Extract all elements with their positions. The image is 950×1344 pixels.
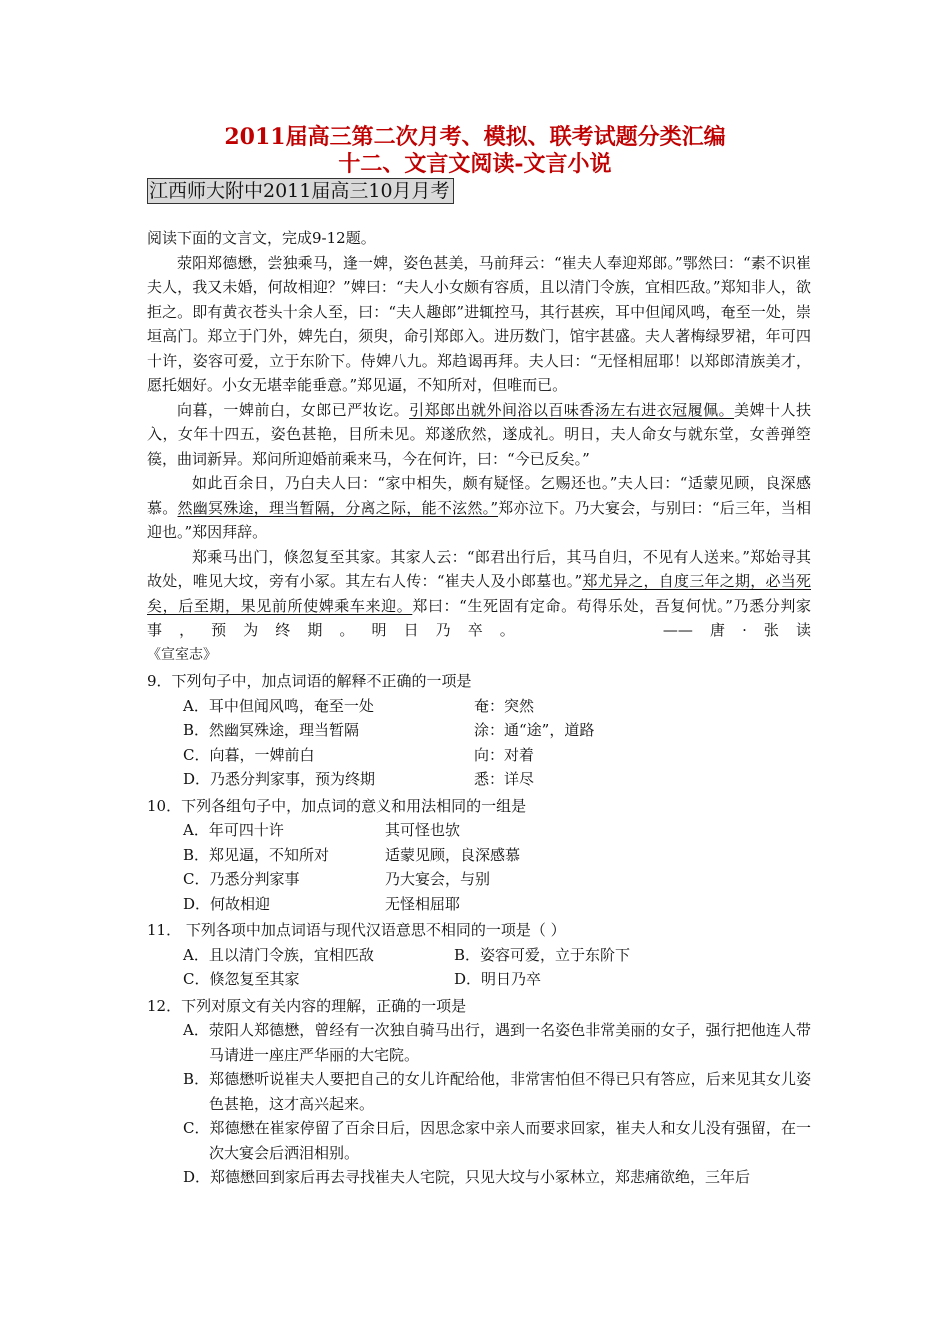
question-stem: 10．下列各组句子中，加点词的意义和用法相同的一组是	[147, 796, 527, 815]
p4-text-after: 郑曰：“生死固有定命。苟得乐处，吾复何忧。”乃悉分判家事，预为终期。明日乃卒。	[147, 596, 811, 639]
p3-text-before: 如此百余日，乃白夫人曰：“家中相失，颇有疑怪。乞赐还也。”夫人曰：“适蒙见顾，良深感慕。	[147, 474, 811, 517]
option-sentence: B．姿容可爱，立于东阶下	[454, 945, 631, 964]
question-option	[147, 943, 811, 968]
option-sentence: A．且以清门令族，宜相匹敌	[183, 945, 374, 964]
p3-text-after: 郑亦泣下。乃大宴会，与别曰：“后三年，当相迎也。”郑因拜辞。	[147, 498, 812, 541]
option-sentence: D．乃悉分判家事，预为终期	[183, 770, 376, 788]
option-gloss: 适蒙见顾，良深感慕	[385, 845, 521, 864]
option-gloss: 向：对着	[474, 745, 535, 764]
question-12	[147, 994, 811, 1190]
question-11	[147, 918, 811, 992]
option-sentence: C．向暮，一婢前白	[183, 745, 315, 764]
p4-text-before: 郑乘马出门，倏忽复至其家。其家人云：“郎君出行后，其马自归，不见有人送来。”郑始寻其故处，唯见大坟，旁有小冢。其左右人传：“崔夫人及小郎墓也。”	[147, 547, 811, 590]
option-text: C．郑德懋在崔家停留了百余日后，因思念家中亲人而要求回家，崔夫人和女儿没有强留，在一次大宴会后洒泪相别。	[183, 1119, 811, 1162]
option-gloss: 涂：通“途”，道路	[474, 721, 595, 739]
option-text: A．荥阳人郑德懋，曾经有一次独自骑马出行，遇到一名姿色非常美丽的女子，强行把他连人带马请进一座庄严华丽的大宅院。	[183, 1021, 811, 1064]
option-gloss: 奄：突然	[474, 696, 535, 715]
option-gloss: 乃大宴会，与别	[385, 870, 491, 888]
option-sentence: B．然幽冥殊途，理当暂隔	[183, 721, 360, 739]
question-option	[147, 843, 811, 868]
question-option	[147, 743, 811, 768]
p2-text-after: 美婢十人扶入，女年十四五，姿色甚艳，目所未见。郑遂欣然，遂成礼。明日，夫人命女与就东堂，女善弹箜篌，曲词新异。郑问所迎婚前乘来马，今在何许，曰：“今已反矣。”	[147, 400, 811, 468]
passage-attribution: ——唐·张读	[662, 621, 811, 639]
option-sentence: D．明日乃卒	[454, 970, 542, 988]
passage-source-book: 《宣室志》	[147, 646, 217, 663]
question-9	[147, 669, 811, 792]
option-gloss: 其可怪也欤	[385, 821, 461, 839]
question-stem: 11． 下列各项中加点词语与现代汉语意思不相同的一项是（ ）	[147, 921, 566, 939]
passage-paragraph-1: 荥阳郑德懋，尝独乘马，逢一婢，姿色甚美，马前拜云：“崔夫人奉迎郑郎。”鄂然曰：“素不识崔夫人，我又未婚，何故相迎？”婢曰：“夫人小女颇有容质，且以清门令族，宜相匹敌。”郑知非人，欲拒之。即有黄衣苍头十余人至，曰：“夫人趣郎”进辄控马，其行甚疾，耳中但闻风鸣，奄至一处，崇垣高门。郑立于门外，婢先白，须臾，命引郑郎入。进历数门，馆宇甚盛。夫人著梅绿罗裙，年可四十许，姿容可爱，立于东阶下。侍婢八九。郑趋谒再拜。夫人曰：“无怪相屈耶！以郑郎清族美才，愿托姻好。小女无堪幸能垂意。”郑见逼，不知所对，但唯而已。	[147, 253, 811, 394]
option-sentence: D．何故相迎	[183, 894, 271, 913]
question-option	[147, 1116, 811, 1165]
question-stem: 9．下列句子中，加点词语的解释不正确的一项是	[147, 672, 472, 690]
exam-source-heading: 江西师大附中2011届高三10月月考	[147, 178, 454, 204]
question-10	[147, 794, 811, 917]
p2-underlined-sentence: 引郑郎出就外间浴以百味香汤左右进衣冠履佩。	[409, 400, 735, 419]
question-option	[147, 892, 811, 917]
p2-text-before: 向暮，一婢前白，女郎已严妆讫。	[177, 400, 410, 419]
option-sentence: A．耳中但闻风鸣，奄至一处	[183, 696, 374, 715]
passage-paragraph-4	[147, 545, 811, 643]
document-subtitle: 十二、文言文阅读-文言小说	[338, 151, 612, 177]
question-option	[147, 767, 811, 792]
option-sentence: C．倏忽复至其家	[183, 970, 300, 988]
passage-paragraph-2	[147, 398, 811, 472]
p3-underlined-sentence: 然幽冥殊途，理当暂隔，分离之际，能不泫然。”	[177, 498, 499, 517]
passage-paragraph-3	[147, 471, 811, 545]
option-text: D．郑德懋回到家后再去寻找崔夫人宅院，只见大坟与小冢林立，郑悲痛欲绝，三年后	[183, 1168, 751, 1186]
question-option	[147, 1165, 811, 1190]
question-option	[147, 818, 811, 843]
option-gloss: 悉：详尽	[474, 770, 535, 788]
option-text: B．郑德懋听说崔夫人要把自己的女儿许配给他，非常害怕但不得已只有答应，后来见其女儿姿色甚艳，这才高兴起来。	[183, 1070, 811, 1113]
option-sentence: B．郑见逼，不知所对	[183, 845, 330, 864]
p4-underlined-sentence: 郑尤异之，自度三年之期，必当死矣，后至期，果见前所使婢乘车来迎。	[147, 572, 811, 615]
question-option	[147, 718, 811, 743]
question-option	[147, 694, 811, 719]
reading-instruction: 阅读下面的文言文，完成9-12题。	[147, 229, 376, 247]
question-option	[147, 867, 811, 892]
option-gloss: 无怪相屈耶	[385, 894, 461, 913]
option-sentence: C．乃悉分判家事	[183, 870, 300, 888]
question-stem: 12．下列对原文有关内容的理解，正确的一项是	[147, 996, 467, 1015]
question-option	[147, 1067, 811, 1116]
question-option	[147, 967, 811, 992]
question-option	[147, 1018, 811, 1067]
document-title: 2011届高三第二次月考、模拟、联考试题分类汇编	[224, 124, 726, 150]
document-body	[147, 226, 811, 1190]
option-sentence: A．年可四十许	[183, 821, 284, 839]
